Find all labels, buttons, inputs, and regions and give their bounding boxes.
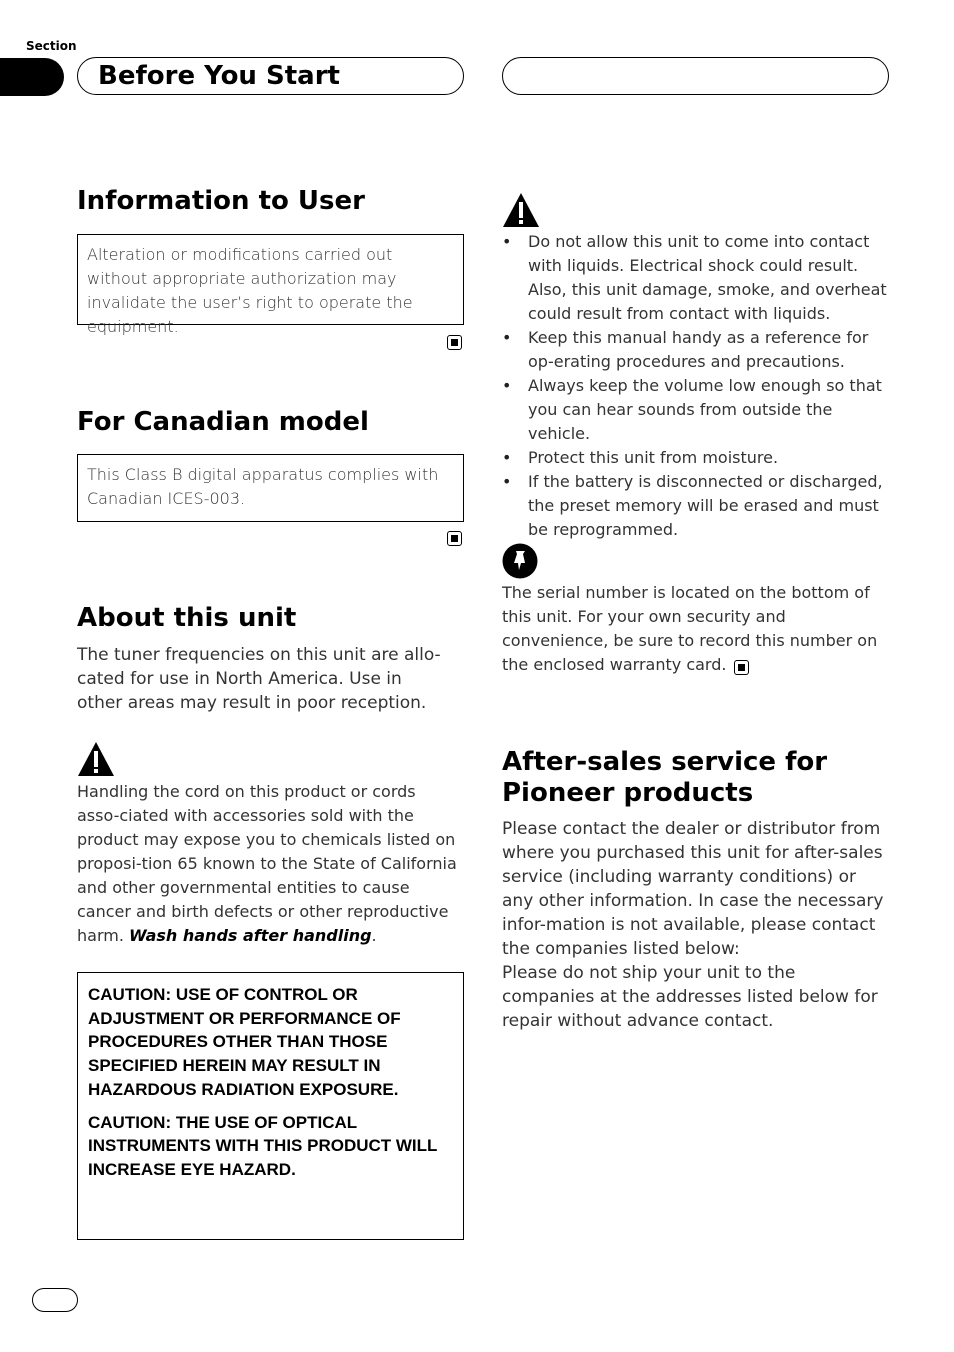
end-of-section-icon [734, 660, 749, 675]
page-number-pill [32, 1288, 78, 1312]
serial-number-note [502, 581, 890, 677]
prop65-warning-text: Handling the cord on this product or cords asso-ciated with accessories sold with the product may expose you to chemicals listed on proposi-tion 65 known to the State of California and other governmental entities to cause cancer and birth defects or other reproductive harm. [77, 782, 457, 945]
list-item: • Keep this manual handy as a reference for op-erating procedures and precautions. [502, 326, 890, 374]
important-pin-icon [502, 543, 538, 579]
after-sales-paragraph: Please do not ship your unit to the companies at the addresses listed below for repair without advance contact. [502, 963, 878, 1031]
chapter-title-pill [502, 57, 889, 95]
end-of-section-icon [447, 531, 462, 546]
heading-information-to-user: Information to User [77, 186, 365, 216]
after-sales-paragraph: Please contact the dealer or distributor from where you purchased this unit for after-sales service (including warranty conditions) or any other information. In case the necessary infor-mation is not available, please contact the companies listed below: [502, 819, 884, 959]
heading-line: After-sales service for [502, 747, 828, 777]
caution-paragraph-laser: CAUTION: USE OF CONTROL OR ADJUSTMENT OR PERFORMANCE OF PROCEDURES OTHER THAN THOSE SPECIFIED HEREIN MAY RESULT IN HAZARDOUS RADIATION EXPOSURE. [88, 985, 401, 1099]
list-item: • Do not allow this unit to come into contact with liquids. Electrical shock could result. Also, this unit damage, smoke, and overheat could result from contact with liquids. [502, 230, 890, 326]
about-this-unit-text: The tuner frequencies on this unit are allo-cated for use in North America. Use in other areas may result in poor reception. [77, 645, 441, 713]
prop65-warning-end: . [371, 926, 377, 945]
caution-box [77, 972, 464, 1240]
information-to-user-box: Alteration or modifications carried out without appropriate authorization may invalidate the user’s right to operate the equipment. [77, 234, 464, 325]
after-sales-text [502, 817, 892, 1033]
prop65-warning [77, 780, 459, 948]
warning-triangle-icon [502, 192, 540, 228]
section-label: Section [26, 39, 77, 53]
warning-triangle-icon [77, 741, 115, 777]
list-item: • If the battery is disconnected or discharged, the preset memory will be erased and must be reprogrammed. [502, 470, 890, 542]
section-title: Before You Start [98, 61, 340, 91]
caution-paragraph-optical: CAUTION: THE USE OF OPTICAL INSTRUMENTS WITH THIS PRODUCT WILL INCREASE EYE HAZARD. [88, 1112, 438, 1179]
list-item: • Protect this unit from moisture. [502, 446, 890, 470]
end-of-section-icon [447, 335, 462, 350]
heading-for-canadian-model: For Canadian model [77, 407, 369, 437]
serial-number-text: The serial number is located on the bottom of this unit. For your own security and convenience, be sure to record this number on the enclosed warranty card. [502, 583, 878, 674]
heading-line: Pioneer products [502, 778, 754, 808]
heading-about-this-unit: About this unit [77, 603, 297, 633]
heading-after-sales-service [502, 747, 892, 809]
section-number-tab [0, 58, 64, 96]
prop65-warning-emphasis: Wash hands after handling [129, 926, 372, 945]
warning-list [502, 230, 890, 542]
list-item: • Always keep the volume low enough so that you can hear sounds from outside the vehicle. [502, 374, 890, 446]
canadian-model-box: This Class B digital apparatus complies with Canadian ICES-003. [77, 454, 464, 522]
